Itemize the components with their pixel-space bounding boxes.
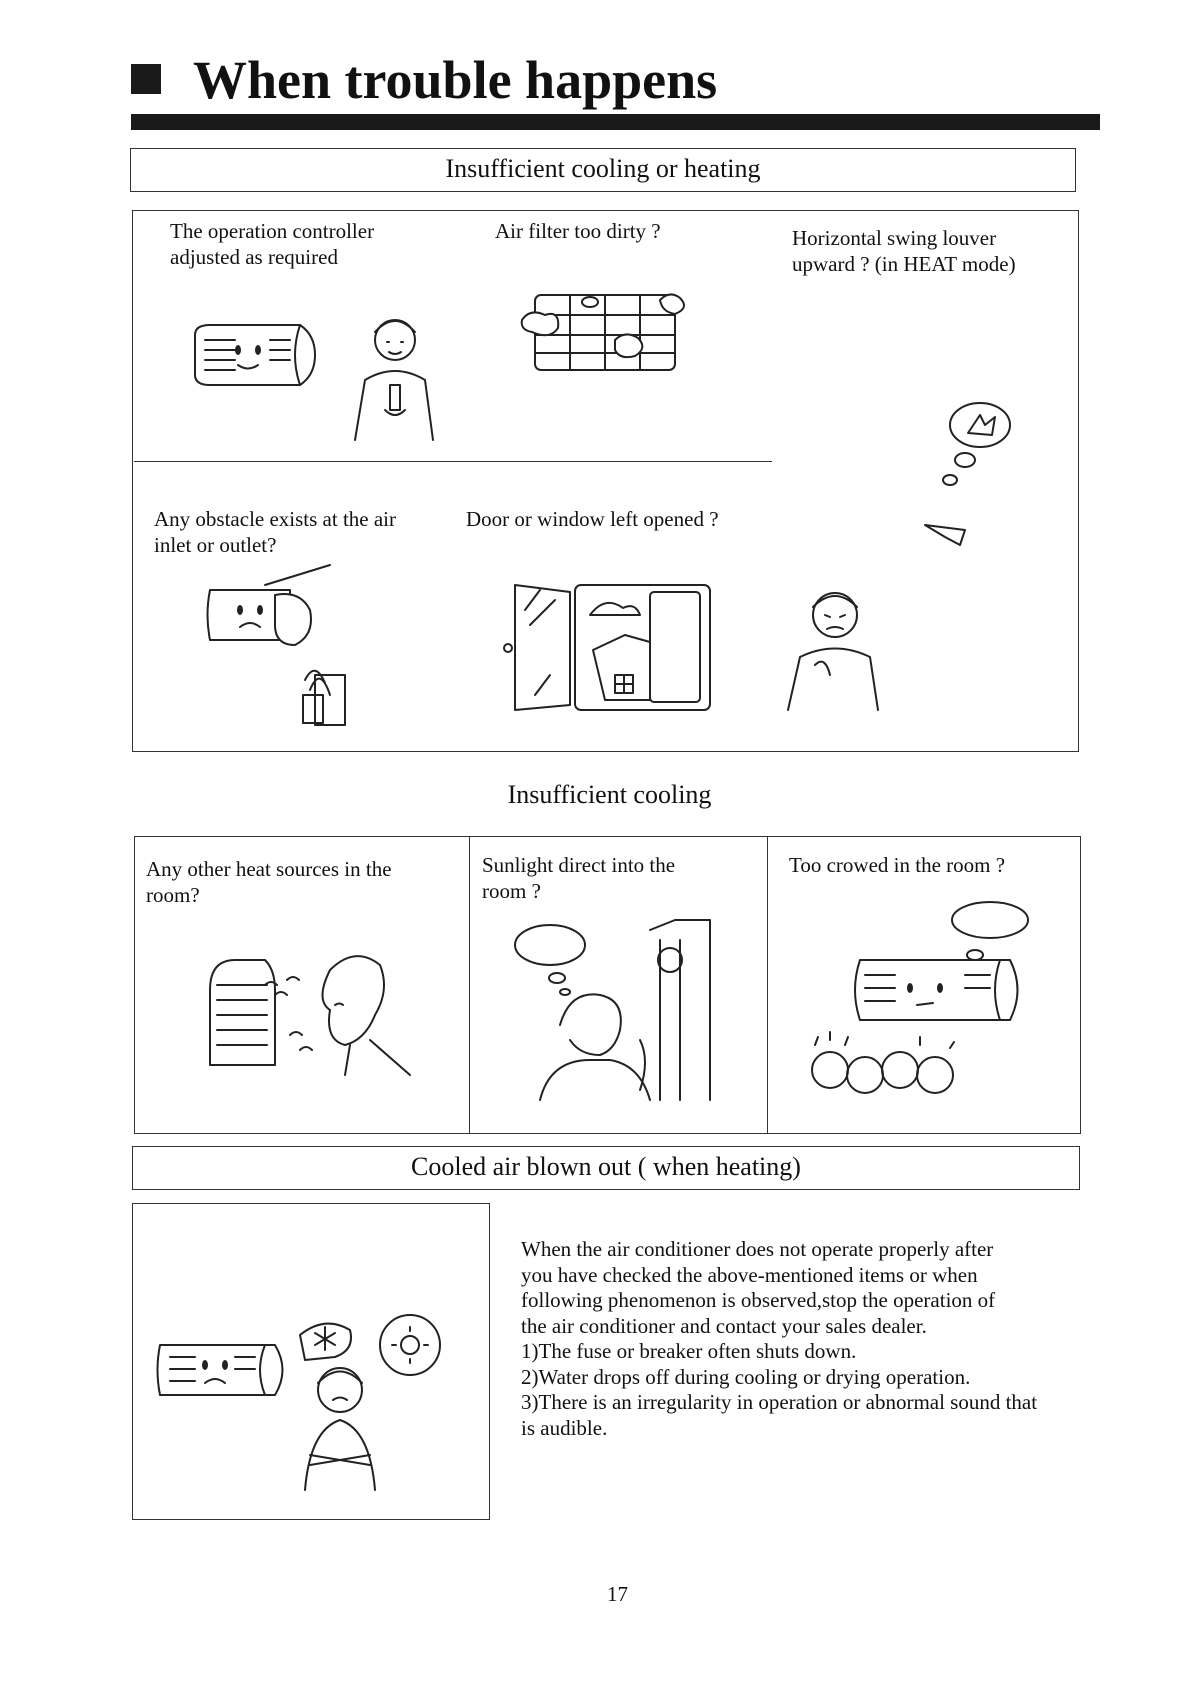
page-number: 17 <box>607 1582 628 1606</box>
notice-line: following phenomenon is observed,stop the operation of <box>521 1288 996 1312</box>
item-heat-sources-label: Any other heat sources in the room? <box>146 857 392 907</box>
person-with-remote-icon <box>345 310 445 450</box>
person-frowning-icon <box>780 585 900 715</box>
notice-line: When the air conditioner does not operate properly after <box>521 1237 994 1261</box>
item-air-filter-label: Air filter too dirty ? <box>495 219 661 243</box>
title-rule <box>131 114 1100 130</box>
notice-line: 2)Water drops off during cooling or drying operation. <box>521 1364 971 1389</box>
sunlight-window-icon <box>510 920 720 1100</box>
notice-line: you have checked the above-mentioned items or when <box>521 1262 978 1287</box>
section-heading-insufficient-cooling: Insufficient cooling <box>507 780 712 809</box>
contact-dealer-notice <box>521 1237 1037 1441</box>
obstacle-at-outlet-icon <box>205 565 365 725</box>
notice-line: 3)There is an irregularity in operation or abnormal sound that <box>521 1390 1038 1414</box>
heater-and-person-icon <box>205 950 425 1080</box>
black-square-icon <box>131 64 161 94</box>
dirty-air-filter-icon <box>520 290 690 380</box>
page-title: When trouble happens <box>193 50 718 110</box>
notice-line: the air conditioner and contact your sales dealer. <box>521 1313 927 1338</box>
panel-divider <box>134 461 772 462</box>
panel-column-divider <box>767 836 768 1134</box>
item-door-window-label: Door or window left opened ? <box>466 507 719 531</box>
section-heading-cooled-air: Cooled air blown out ( when heating) <box>132 1146 1080 1190</box>
notice-line: 1)The fuse or breaker often shuts down. <box>521 1339 857 1363</box>
cooled-air-confused-person-icon <box>155 1315 455 1495</box>
crowded-room-icon <box>800 900 1050 1110</box>
item-sunlight-label: Sunlight direct into the room ? <box>482 853 676 903</box>
panel-column-divider <box>469 836 470 1134</box>
item-obstacle-label: Any obstacle exists at the air inlet or outlet? <box>154 507 397 557</box>
section-heading-cooling-or-heating: Insufficient cooling or heating <box>130 148 1076 192</box>
swing-louver-arrow-icon <box>920 395 1070 555</box>
item-crowded-label: Too crowed in the room ? <box>789 853 1006 877</box>
item-swing-louver-label: Horizontal swing louver upward ? (in HEAT mode) <box>792 226 1016 276</box>
notice-line: is audible. <box>521 1415 608 1440</box>
open-window-icon <box>505 580 715 715</box>
item-controller-label: The operation controller adjusted as required <box>170 219 375 269</box>
